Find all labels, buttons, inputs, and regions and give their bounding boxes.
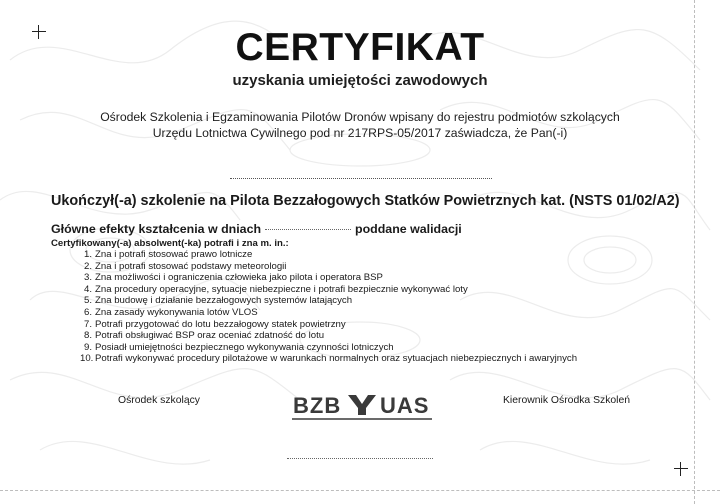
intro-line-2: Urzędu Lotnictwa Cywilnego pod nr 217RPS-05/2017 zaświadcza, że Pan(-i)	[152, 126, 568, 140]
skill-item	[80, 249, 577, 261]
skill-item	[80, 319, 577, 331]
cut-line-bottom	[0, 490, 720, 491]
logo-text-right: UAS	[380, 393, 430, 418]
skill-text: Posiadł umiejętności bezpiecznego wykonywania czynności lotniczych	[95, 341, 394, 353]
skill-item	[80, 353, 577, 365]
skill-item	[80, 330, 577, 342]
name-field-line	[230, 178, 492, 179]
drone-logo-icon	[290, 389, 434, 423]
skill-number: 5.	[83, 295, 92, 307]
certified-intro: Certyfikowany(-a) absolwent(-ka) potrafi i zna m. in.:	[51, 238, 289, 249]
effects-suffix: poddane walidacji	[355, 222, 462, 236]
skill-text: Potrafi wykonywać procedury pilotażowe w warunkach normalnych oraz sytuacjach niebezpiecznych i awaryjnych	[95, 353, 578, 365]
skill-text: Zna i potrafi stosować prawo lotnicze	[95, 249, 253, 260]
course-statement: Ukończył(-a) szkolenie na Pilota Bezzałogowych Statków Powietrznych kat. (NSTS 01/02/A2)	[51, 193, 680, 209]
learning-effects-line	[51, 222, 462, 236]
skill-number: 10.	[80, 353, 94, 365]
skills-list	[80, 249, 577, 365]
intro-text	[0, 109, 720, 141]
intro-line-1: Ośrodek Szkolenia i Egzaminowania Pilotów Dronów wpisany do rejestru podmiotów szkolących	[100, 110, 620, 124]
skill-number: 8.	[83, 330, 92, 342]
skill-number: 3.	[83, 272, 92, 284]
skill-number: 6.	[83, 306, 92, 318]
skill-number: 1.	[83, 249, 92, 260]
skill-number: 4.	[83, 283, 92, 295]
logo-drone-mark	[348, 395, 376, 415]
dates-field-line	[265, 229, 351, 230]
signature-label-training-center: Ośrodek szkolący	[118, 395, 200, 406]
registration-mark-icon	[674, 462, 688, 476]
skill-item	[80, 295, 577, 307]
skill-item	[80, 342, 577, 354]
logo-text-left: BZB	[293, 393, 342, 418]
skill-text: Zna możliwości i ograniczenia człowieka jako pilota i operatora BSP	[95, 272, 383, 284]
effects-prefix: Główne efekty kształcenia w dniach	[51, 222, 262, 236]
skill-number: 7.	[83, 318, 92, 330]
signature-label-head-of-center: Kierownik Ośrodka Szkoleń	[503, 395, 631, 406]
certificate-subtitle: uzyskania umiejętości zawodowych	[232, 72, 488, 89]
skill-number: 9.	[83, 341, 92, 353]
skill-text: Zna procedury operacyjne, sytuacje niebezpieczne i potrafi bezpiecznie wykonywać loty	[95, 283, 468, 295]
skill-item	[80, 307, 577, 319]
skill-text: Potrafi obsługiwać BSP oraz oceniać zdatność do lotu	[95, 330, 325, 342]
skill-text: Zna zasady wykonywania lotów VLOS	[95, 306, 258, 318]
certificate-title: CERTYFIKAT	[235, 26, 485, 69]
skill-text: Zna i potrafi stosować podstawy meteorologii	[95, 260, 287, 272]
signature-field-line	[287, 458, 433, 459]
skill-item	[80, 272, 577, 284]
skill-item	[80, 261, 577, 273]
skill-item	[80, 284, 577, 296]
skill-text: Zna budowę i działanie bezzałogowych systemów latających	[95, 295, 353, 307]
skill-number: 2.	[83, 260, 92, 272]
skill-text: Potrafi przygotować do lotu bezzałogowy statek powietrzny	[95, 318, 346, 330]
